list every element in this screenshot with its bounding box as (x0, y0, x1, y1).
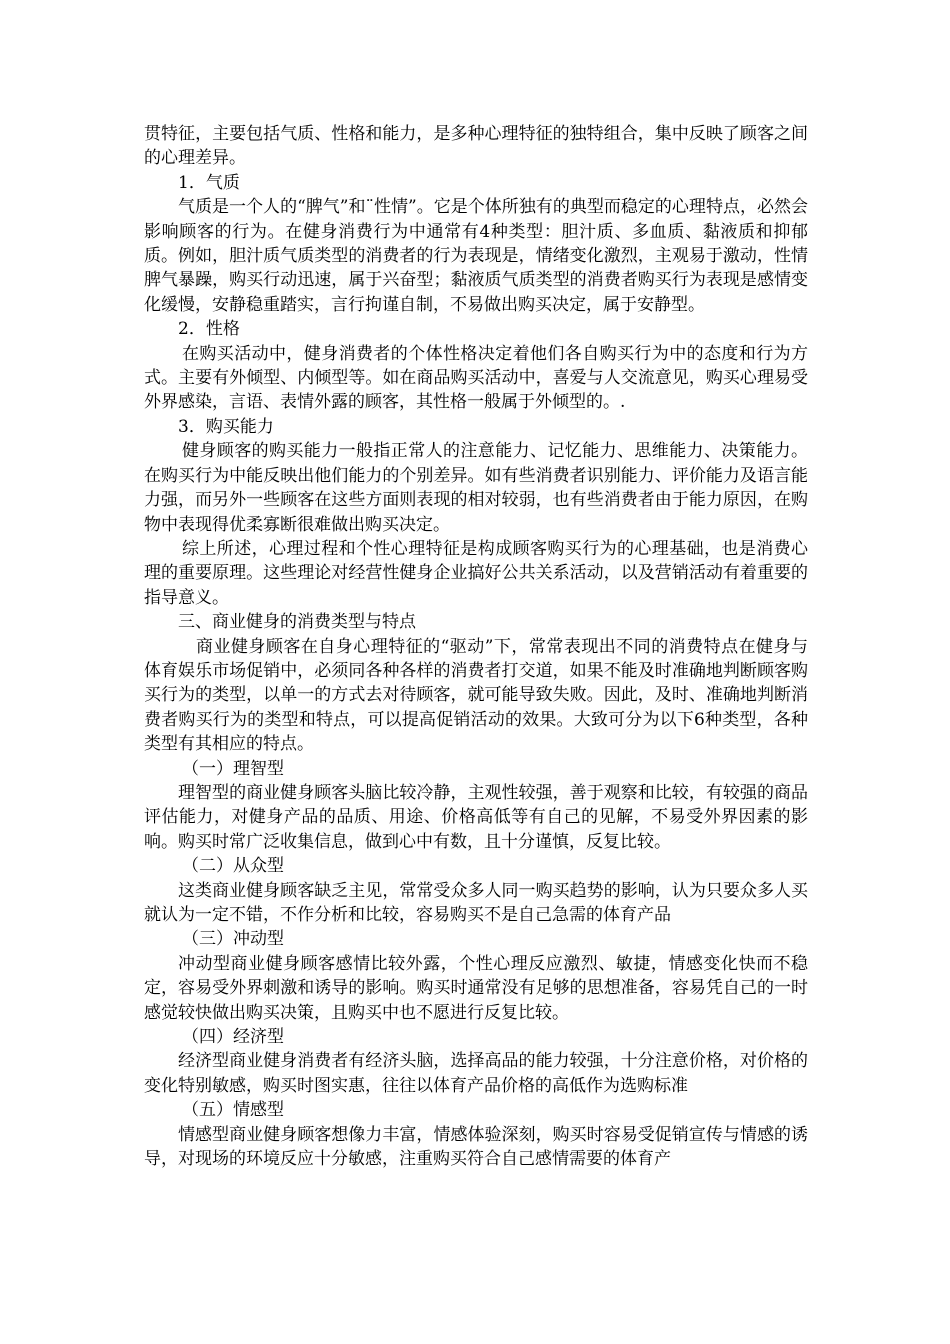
paragraph-impulsive-type: 冲动型商业健身顾客感情比较外露，个性心理反应激烈、敏捷，情感变化快而不稳定，容易受外界刺激和诱导的影响。购买时通常没有足够的思想准备，容易凭自己的一时感觉较快做出购买决策，且购买中也不愿进行反复比较。 (144, 953, 808, 1023)
heading-conformist-type: （二）从众型 (182, 856, 284, 877)
paragraph-intro-continuation: 贯特征，主要包括气质、性格和能力，是多种心理特征的独特组合，集中反映了顾客之间的心理差异。 (144, 124, 808, 169)
paragraph-economic-type: 经济型商业健身消费者有经济头脑，选择高品的能力较强，十分注意价格，对价格的变化特别敏感，购买时图实惠，往往以体育产品价格的高低作为选购标准 (144, 1051, 808, 1096)
heading-emotional-type: （五）情感型 (182, 1100, 284, 1121)
heading-economic-type: （四）经济型 (182, 1027, 284, 1048)
paragraph-personality: 在购买活动中，健身消费者的个体性格决定着他们各自购买行为中的态度和行为方式。主要有外倾型、内倾型等。如在商品购买活动中，喜爱与人交流意见，购买心理易受外界感染，言语、表情外露的顾客，其性格一般属于外倾型的。. (144, 343, 808, 413)
paragraph-emotional-type: 情感型商业健身顾客想像力丰富，情感体验深刻，购买时容易受促销宣传与情感的诱导，对现场的环境反应十分敏感，注重购买符合自己感情需要的体育产 (144, 1124, 808, 1170)
heading-section-three: 三、商业健身的消费类型与特点 (178, 612, 416, 633)
paragraph-summary: 综上所述，心理过程和个性心理特征是构成顾客购买行为的心理基础，也是消费心理的重要原理。这些理论对经营性健身企业搞好公共关系活动，以及营销活动有着重要的指导意义。 (144, 538, 808, 608)
heading-personality: 2．性格 (178, 319, 240, 340)
paragraph-temperament: 气质是一个人的“脾气”和¨性情”。它是个体所独有的典型而稳定的心理特点，必然会影响顾客的行为。在健身消费行为中通常有4种类型：胆汁质、多血质、黏液质和抑郁质。例如，胆汁质气质类型的消费者的行为表现是，情绪变化激烈，主观易于激动，性情脾气暴躁，购买行动迅速，属于兴奋型；黏液质气质类型的消费者购买行为表现是感情变化缓慢，安静稳重踏实，言行拘谨自制，不易做出购买决定，属于安静型。 (144, 197, 808, 315)
paragraph-conformist-type: 这类商业健身顾客缺乏主见，常常受众多人同一购买趋势的影响，认为只要众多人买就认为一定不错，不作分析和比较，容易购买不是自己急需的体育产品 (144, 880, 808, 925)
document-page (144, 122, 808, 1171)
heading-impulsive-type: （三）冲动型 (182, 929, 284, 950)
paragraph-purchase-ability: 健身顾客的购买能力一般指正常人的注意能力、记忆能力、思维能力、决策能力。在购买行为中能反映出他们能力的个别差异。如有些消费者识别能力、评价能力及语言能力强，而另外一些顾客在这些方面则表现的相对较弱，也有些消费者由于能力原因，在购物中表现得优柔寡断很难做出购买决定。 (144, 441, 808, 535)
paragraph-consumption-types-intro: 商业健身顾客在自身心理特征的“驱动”下，常常表现出不同的消费特点在健身与体育娱乐市场促销中，必须同各种各样的消费者打交道，如果不能及时准确地判断顾客购买行为的类型，以单一的方式去对待顾客，就可能导致失败。因此，及时、准确地判断消费者购买行为的类型和特点，可以提高促销活动的效果。大致可分为以下6种类型，各种类型有其相应的特点。 (144, 636, 808, 755)
heading-rational-type: （一）理智型 (182, 758, 284, 779)
paragraph-rational-type: 理智型的商业健身顾客头脑比较冷静，主观性较强，善于观察和比较，有较强的商品评估能力，对健身产品的品质、用途、价格高低等有自己的见解，不易受外界因素的影响。购买时常广泛收集信息，做到心中有数，且十分谨慎，反复比较。 (144, 782, 808, 852)
heading-purchase-ability: 3．购买能力 (178, 416, 274, 437)
heading-temperament: 1．气质 (178, 172, 240, 193)
